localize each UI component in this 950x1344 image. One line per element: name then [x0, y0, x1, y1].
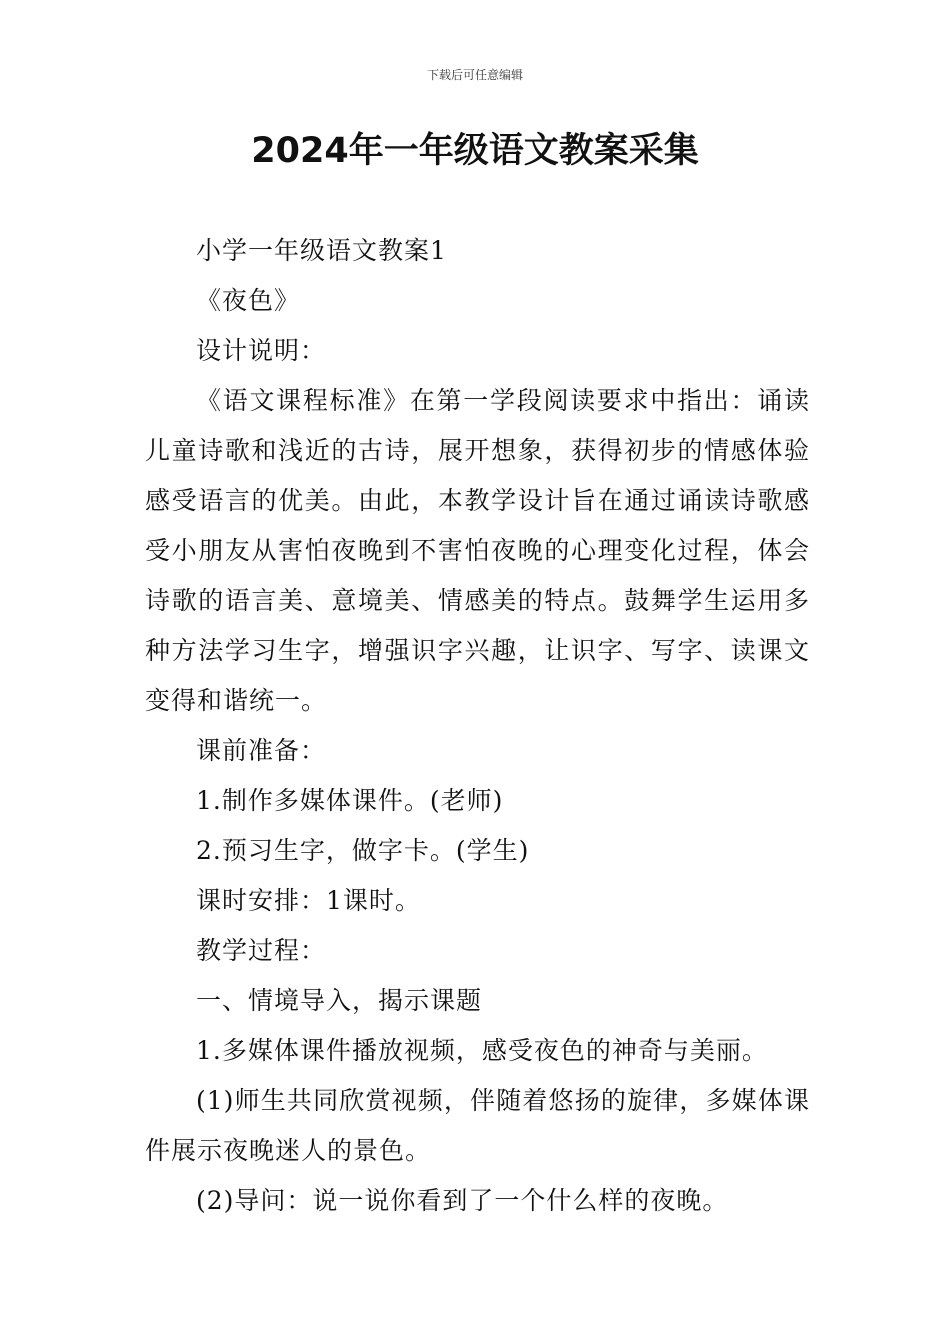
- paragraph-label: 课前准备：: [196, 736, 327, 765]
- header-note: 下载后可任意编辑: [426, 68, 523, 82]
- section-heading: 小学一年级语文教案1: [196, 236, 447, 265]
- paragraph: 课时安排：1课时。: [196, 886, 421, 915]
- list-item: (1)师生共同欣赏视频，伴随着悠扬的旋律，多媒体课件展示夜晚迷人的景色。: [145, 1086, 810, 1165]
- paragraph-label: 教学过程：: [196, 936, 327, 965]
- paragraph-label: 设计说明：: [196, 336, 327, 365]
- document-body: [145, 226, 810, 1226]
- subsection-heading: 一、情境导入，揭示课题: [196, 986, 483, 1015]
- list-item: 1.多媒体课件播放视频，感受夜色的神奇与美丽。: [196, 1036, 768, 1065]
- lesson-title: 《夜色》: [196, 286, 301, 315]
- paragraph: 《语文课程标准》在第一学段阅读要求中指出：诵读儿童诗歌和浅近的古诗，展开想象，获得初步的情感体验感受语言的优美。由此，本教学设计旨在通过诵读诗歌感受小朋友从害怕夜晚到不害怕夜晚的心理变化过程，体会诗歌的语言美、意境美、情感美的特点。鼓舞学生运用多种方法学习生字，增强识字兴趣，让识字、写字、读课文变得和谐统一。: [145, 386, 810, 715]
- list-item: (2)导问：说一说你看到了一个什么样的夜晚。: [196, 1186, 729, 1215]
- document-title: 2024年一年级语文教案采集: [251, 131, 699, 171]
- list-item: 2.预习生字，做字卡。(学生): [196, 836, 530, 865]
- list-item: 1.制作多媒体课件。(老师): [196, 786, 504, 815]
